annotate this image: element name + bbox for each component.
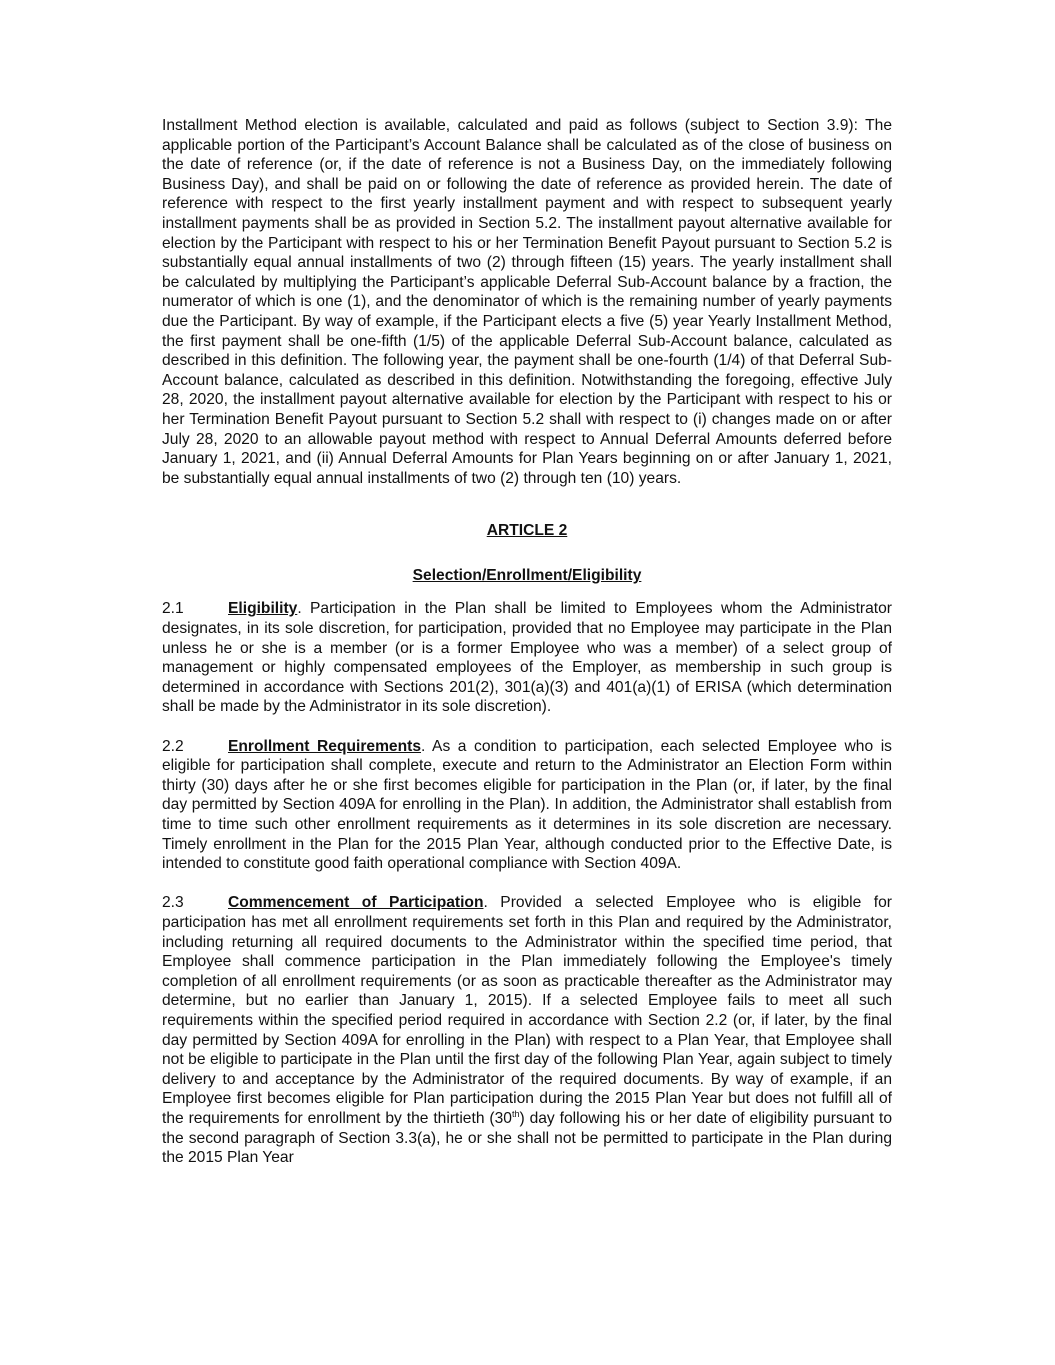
section-number: 2.3 — [162, 894, 184, 912]
section-2-3 — [162, 893, 892, 1167]
section-title: Enrollment Requirements — [228, 737, 421, 755]
article-subtitle: Selection/Enrollment/Eligibility — [412, 566, 642, 584]
section-2-2 — [162, 737, 892, 874]
section-2-1 — [162, 599, 892, 717]
section-number: 2.1 — [162, 600, 184, 618]
document-page — [162, 116, 892, 1168]
article-title: ARTICLE 2 — [486, 522, 568, 540]
section-text: . Participation in the Plan shall be limited to Employees whom the Administrator designates, in its sole discretion, for participation, provided that no Employee may participate in the Plan unless he or she is a member (or is a former Employee who was a member) of a select group of management or highly compensated employees of the Employer, as membership in such group is determined in accordance with Sections 201(2), 301(a)(3) and 401(a)(1) of ERISA (which determination shall be made by the Administrator in its sole discretion). — [162, 600, 892, 716]
section-title: Commencement of Participation — [228, 894, 484, 912]
section-title: Eligibility — [228, 600, 298, 618]
section-text: . As a condition to participation, each selected Employee who is eligible for participation shall complete, execute and return to the Administrator an Election Form within thirty (30) days after he or she first becomes eligible for participation in the Plan (or, if later, by the final day permitted by Section 409A for enrolling in the Plan). In addition, the Administrator shall establish from time to time such other enrollment requirements as it determines in its sole discretion are necessary. Timely enrollment in the Plan for the 2015 Plan Year, although conducted prior to the Effective Date, is intended to constitute good faith operational compliance with Section 409A. — [162, 737, 892, 873]
intro-paragraph: Installment Method election is available, calculated and paid as follows (subject to Section 3.9): The applicable portion of the Participant’s Account Balance shall be calculated as of the close of business on the date of reference (or, if the date of reference is not a Business Day, on the immediately following Business Day), and shall be paid on or following the date of reference as provided herein. The date of reference with respect to the first yearly installment payment and with respect to subsequent yearly installment payments shall be as provided in Section 5.2. The installment payout alternative available for election by the Participant with respect to his or her Termination Benefit Payout pursuant to Section 5.2 is substantially equal annual installments of two (2) through fifteen (15) years. The yearly installment shall be calculated by multiplying the Participant’s applicable Deferral Sub-Account balance by a fraction, the numerator of which is one (1), and the denominator of which is the remaining number of yearly payments due the Participant. By way of example, if the Participant elects a five (5) year Yearly Installment Method, the first payment shall be one-fifth (1/5) of the applicable Deferral Sub-Account balance, calculated as described in this definition. The following year, the payment shall be one-fourth (1/4) of that Deferral Sub-Account balance, calculated as described in this definition. Notwithstanding the foregoing, effective July 28, 2020, the installment payout alternative available for election by the Participant with respect to his or her Termination Benefit Payout pursuant to Section 5.2 shall with respect to (i) changes made on or after July 28, 2020 to an allowable payout method with respect to Annual Deferral Amounts deferred before January 1, 2021, and (ii) Annual Deferral Amounts for Plan Years beginning on or after January 1, 2021, be substantially equal annual installments of two (2) through ten (10) years. — [162, 117, 892, 487]
section-number: 2.2 — [162, 737, 184, 755]
section-text-continued: ) day following his or her date of eligibility pursuant to the second paragraph of Section 3.3(a), he or she shall not be permitted to participate in the Plan during the 2015 Plan Year — [162, 1109, 892, 1167]
ordinal-superscript: th — [511, 1108, 520, 1119]
section-text: . Provided a selected Employee who is eligible for participation has met all enrollment requirements set forth in this Plan and required by the Administrator, including returning all required documents to the Administrator within the specified time period, that Employee shall commence participation in the Plan immediately following the Employee's timely completion of all enrollment requirements (or as soon as practicable thereafter as the Administrator may determine, but no earlier than January 1, 2015). If a selected Employee fails to meet all such requirements within the specified period required in accordance with Section 2.2 (or, if later, by the final day permitted by Section 409A for enrolling in the Plan) with respect to a Plan Year, that Employee shall not be eligible to participate in the Plan until the first day of the following Plan Year, again subject to timely delivery to and acceptance by the Administrator of the required documents. By way of example, if an Employee first becomes eligible for Plan participation during the 2015 Plan Year but does not fulfill all of the requirements for enrollment by the thirtieth (30 — [162, 894, 892, 1127]
